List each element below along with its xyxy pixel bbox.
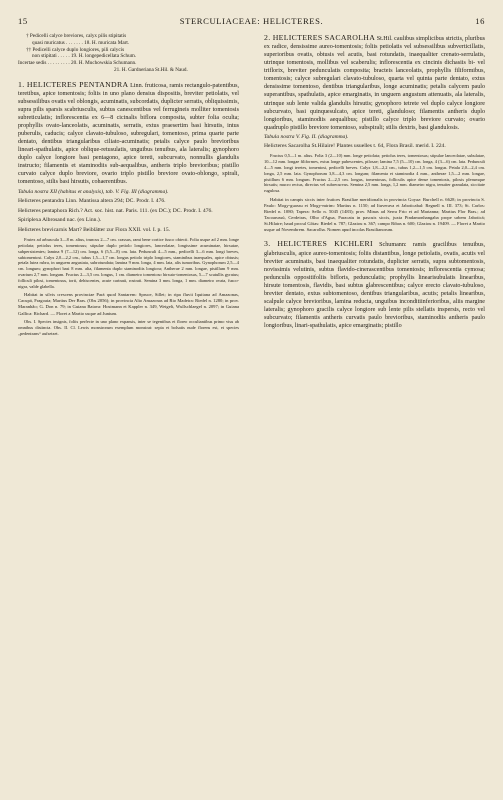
species-1-habitat: Habitat in silvis crescens provinciae Pará quod Santarem: Spruce, Sillet; in ripa fluvii Iquitana ad Amazonas, Cacupá, Fragoaia; Martius Der Bras. (Obs 2056); in provincia Alto Amazonas ad Rio Madeira: Riedel n. 1280; in prov. Maranhão; G. Don n. 79; in Guiana Batava: Hostmann et Kappler n. 349, Weigelt, Wullschlaegel n. 2097; in Guiana Gallica: Richard. — Floret a Martio usque ad Junium. (18, 292, 239, 316)
species-2-habitat: Habitat in campis siccis inter frutices Brasiliae meridionalis in provincia Goyaz: Burchell n. 6628; in provincia S. Paulo: Mogy-guassu et Mogy-mirim: Martius n. 1150; ad Ituverava et Jaboticabal: Regnell n. III. 373; St. Carlos: Riedel n. 1080; Tapera: Sello n. 5045 (1483); prov. Minas ad Serra Frio et ad Marianna; Martius Flor Bras.; ad Tacoarussú, Cerdeiras, Olho d'Agua, Paracatu in pascuis siccis, juxta Pindamonhangaba prope urbem Jaboticá; St.Hilaire; haud procul Gôias: Riedel n. 787; Glaziou n. 367; campo Ribas n. 600; Glaziou n. 19409. — Floret a Martio usque ad Novembrem. Sacarolha. Nomen apud incolas Brasilianorum. (264, 196, 485, 233)
species-2-tabula: Tabula nostra V. Fig. II. (diagramma). (264, 134, 349, 141)
key-line: Incertae sedis . . . . . . . . . 20. H. Muchowskia Schumann. (18, 60, 137, 66)
key-line: non stipitati . . . . . 19. H. longepedicellata Schum. (32, 53, 137, 60)
species-3-heading: 3. HELICTERES KICHLERI (264, 239, 373, 249)
species-1-diagnosis: 1. HELICTERES PENTANDRA Linn. fruticosa, ramis rectangulo-patentibus, teretibus, apice tomentosis; foliis in uno plano densius dispositis, breviter petiolatis, vel subsessilibus ovatis vel oblongis, acuminatis, subcordatis, duplicter serratis, obliquissimis, supra pilis sparsis scabriusculis, subtus canescentibus vel ferrugineis molliter tomentosis subreticulatis; inflorescentia ex 6—8 cicinalis biflora composita, subter folia oculta; prophyllis ovato-lanceolatis, acuminatis, serratis, extus praesertim basi hirsutis, intus puberulis, caducis; calyce clavato-tubuloso, subregulari, tomentoso, prima quarte parte dentato, dentibus triangularibus ciliato-acuminatis; petalis calyce paulo brevioribus lineari-spathulatis, apice oblique-retusulatis, unguibus tenuibus, ala lateralis; gynophoro duplo calyce longiore basi pentagono, apice tereti, subcurvato, nonnullis glandulis instructo; filamentis et staminodiis sub-aequalibus, antheris triplo brevioribus; pistillo curvato calyce duplo breviore, ovario triplo pistillo breviore ovato-oblongo, spirali, tomentoso, stilis basi hirsutis, cohaerentibus. (18, 79, 239, 186)
left-column (18, 33, 239, 786)
synonym: Helicteres brevicarnis Mart? Beiblätter zur Flora XXII. vol. I. p. 15. (18, 227, 171, 234)
species-1-description: Frutex ad arbuscula 3—8 m. altus, truncus 2—7 cm. crassus, rami bene cortice fusco obtecti. Folia usque ad 2 mm. longe petiolata; petiolus teres, tomentosus; stipulae duplo petiolo longiores, lanceolatae, longissime acuminatae, hirsutae, subpersistentes; lamina 9 (7—12) cm. longa, 6 (5,5—8) cm. lata. Pedunculi 4—5 mm., pedicelli 3—6 mm. longi breves, subtomentosi. Calyx 2,0—2,2 cm., tubus 1,5—1,7 cm. longus petiolo triplo longiores, staminibus inaequales, apice obtusis; petala lutea rubra, in unguem angustata, subrotundata; lamina 9 mm. longa, 4 mm. lata, alis tumoribus. Gynophorum 2,5—4 cm. longum; gynophori basi 8 mm. alta, filamenta duplo staminodiis longiora; Antherae 2 mm. longae, pistillum 9 mm. ovarium 2,7 mm. longum. Fructus 2—3,5 cm. longus, 1 cm. diametro tomentoso hirsuto-tomentosus, 5—7 scutullis gyratus; folliculi pilosi, tomentosus, torti, dehiscentes, acute carinati, rostrati. Semina 3 mm. longa, 1 mm. diametro ovata, fusco-nigra, valde glabella. (18, 236, 239, 289)
section-number: 16 (475, 16, 485, 26)
synonym: Spiriplexa Albrosand nac. (ex Linn.). (18, 217, 102, 224)
species-2-description: Fructus 0,5—1 m. altus. Folia 3 (2—10) mm. longe petiolata; petiolus teres, tomentosus; stipulae lanceolatae, subulatae, 10—12 mm. longae filiformes, extus longe pubescentes, pilosae; lamina 7,5 (5—10) cm. longa, 4 (3—6) cm. lata. Pedunculi 4—5 mm. longi teretes, tomentosi, pedicelli breves. Calyx 1,8—2,2 cm., tubus 1,2—1,5 cm. longus. Petala 2,0—2,4 cm. longa, 2,5 mm. lata. Gynophorum 3,8—4,3 cm. longum; filamenta et staminodia 4 mm., antherae 1,5—2 mm. longae, pistillum 6 mm. longum. Fructus 2—2,5 cm. longus, tomentosus, folliculis apice dense tomentosis, pilosis plerumque hirsutis; mucro rectus, directus vel subrecurvus. Semina 2,5 mm. longa, 1,2 mm. diametro nigra, tenuiter granulata, siccitate rugulosa. (264, 153, 485, 194)
synonym: Helicteres pentaphora Rich.? Act. soc. hist. nat. Paris. 111. (ex DC.); DC. Prodr. I. 476. (18, 207, 213, 214)
key-line: quasi muricatus . . . . . . . 18. H. muricata Mart. (32, 39, 130, 46)
synonym: Helicteres Sacarolha St.Hilaire! Plantes usuelles t. 64, Flora Brasil. merid. I. 224. (264, 143, 446, 150)
page-number: 15 (18, 16, 28, 26)
species-1-heading: 1. HELICTERES PENTANDRA (18, 79, 129, 89)
key-line: 21. H. Gardneriana St.Hil. & Naud. (114, 66, 188, 73)
running-header (18, 16, 485, 28)
synonym: Helicteres pentandra Linn. Mantissa altera 294; DC. Prodr. I. 476. (18, 197, 166, 204)
species-2-heading: 2. HELICTERES SACAROLHA (264, 33, 376, 42)
key-line: †† Pedicelli calyce duplo longiores, pili calycis (26, 46, 125, 53)
species-1-observation: Obs. I. Species insignis, foliis perfecte in uno plano expansis, inter se tegentibus et floreo occultantibus primo visu ab omnibus distincta. Obs. II. Cl. Lewis monstrorum exemplum monstrat: sepia et bolsatis nude florens est, et species „pedentrans“ aufsetzet. (18, 319, 239, 336)
right-column (264, 33, 485, 786)
species-key (18, 33, 239, 74)
key-line: † Pedicelli calyce breviores, calyx pilis stipitatis (26, 33, 127, 39)
species-1-tabula: Tabula nostra XII (habitus et analysis), tab. V. Fig. III (diagramma). (18, 188, 169, 195)
species-2-diagnosis: 2. HELICTERES SACAROLHA St.Hil. caulibus simplicibus strictis, pluribus ex radice, densissime aureo-tomentosis; foliis petiolatis vel subsessilibus subverticillatis, superioribus ovatis, obtusis vel acutis, basi rotundatis, inaequaliter crenato-serrulatis, utrinque tomentosis, mollibus vel scaberulis; inflorescentia ex cincinis dichasiis bi- vel triflorix, breviter pedunculatis composita; bracteis lanceolatis, prophyllis filiformibus, tomentosis; calyce subregulari clavato-tubuloso, quarta vel quinta parte dentato, extus densissime tomentoso, dentibus triangularibus, longe acuminatis; petalis calycem paulo superantibus, spathulatis, apice emarginatis, in unguem angustum attenuatis, ala lateralis, utrinque sub lente valida glandulis hirsutis; gynophoro tetrete vel duplo calyce longiore subcurvato, basi quinquesulcato, apice tereti, glanduloso; filamentis antheris duplo longioribus, staminodiis aequalibus; pistillo calyce triplo breviore curvato; ovario quadruplo pistillo breviore tomentoso, subspirali; stilis dextris, basi glandulosis. (264, 33, 485, 131)
species-3-diagnosis: 3. HELICTERES KICHLERI Schumann: ramis gracilibus tenuibus, glabriusculis, apice aureo-tomentosis; foliis distantibus, longe petiolatis, ovatis, acutis vel breviter acuminatis, basi inaequaliter rotundatis, duplicter serratis, supra subtomentosis, novissimis velutinis, subtus flavido-cinerascentibus tomentosis; inflorescentia cymosa; pedunculis oppositifoliis bifloris, pedunculatis; prophyllis linearisubulatis linearibus, hirsute tomentosis, flavidis, basi subtus glabrescentibus; calyce erecto clavato-tubuloso, breviter dentato, extus subtomentoso, dentibus triangularibus, acutis; petalis linearibus, scalpule calyce brevioribus, lamina reducta, unguibus inconditiinferioribus, aliis margine lateralis; gynophoro gracilis calyce longiore sub lente pilis stellatis inspersis, recto vel subcurvato; filamentis antheris curvatis paulo brevioribus, staminodiis antheris paulo longioribus, linari-spathulatis, apice emarginatis; pistillo (264, 239, 485, 329)
running-title: STERCULIACEAE: HELICTERES. (179, 16, 324, 26)
